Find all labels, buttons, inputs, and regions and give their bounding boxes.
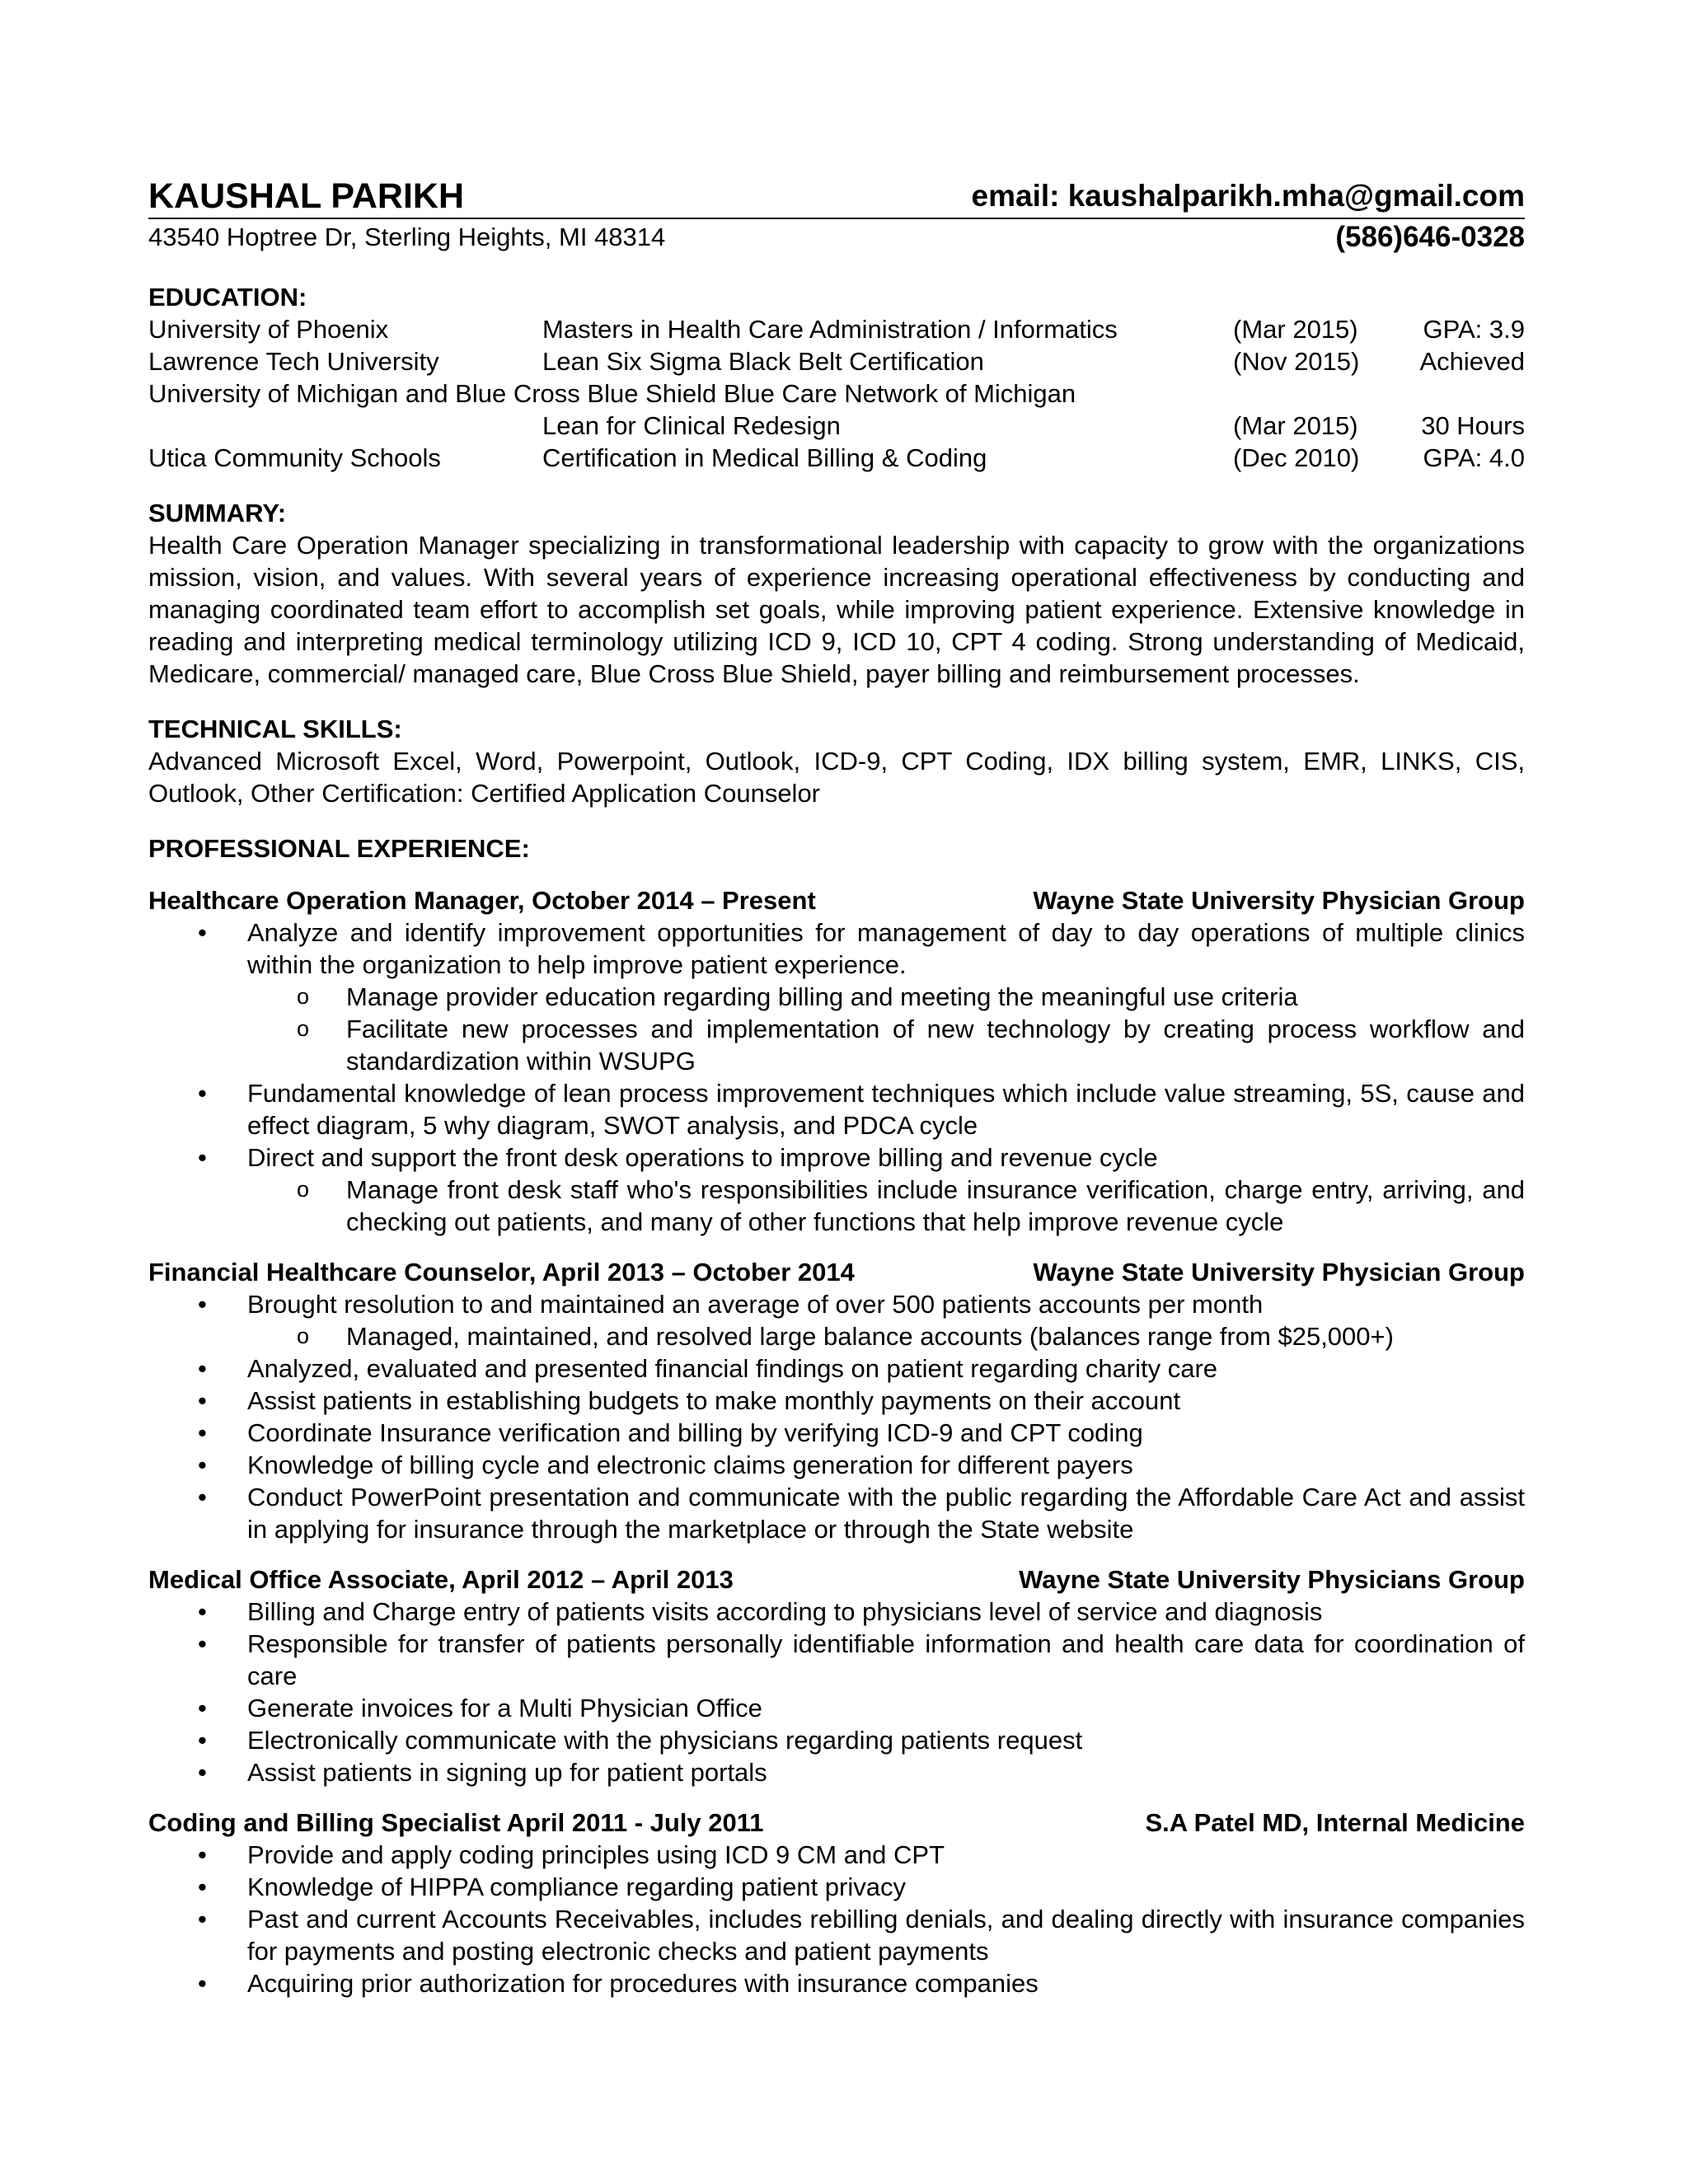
job-title: Healthcare Operation Manager, October 2014 – Present — [148, 886, 816, 915]
sub-bullets — [247, 1320, 1525, 1352]
sub-bullet-item: o Manage front desk staff who's responsibilities include insurance verification, charge entry, arriving, and checking out patients, and many of other functions that help improve revenue cycle — [148, 1174, 1525, 1238]
education-institution: Utica Community Schools — [148, 443, 441, 472]
skills-heading: TECHNICAL SKILLS: — [148, 715, 402, 743]
bullet-text: Fundamental knowledge of lean process improvement techniques which include value streaming, 5S, cause and effect diagram, 5 why diagram, SWOT analysis, and PDCA cycle — [247, 1079, 1525, 1140]
job-employer: Wayne State University Physician Group — [1033, 1258, 1525, 1286]
phone-number: (586)646-0328 — [1335, 221, 1525, 253]
bullet-text: Generate invoices for a Multi Physician Office — [247, 1694, 762, 1722]
job-header — [148, 1807, 1525, 1839]
job-bullets — [148, 1288, 1525, 1545]
job-bullets — [148, 916, 1525, 1238]
job-header — [148, 1563, 1525, 1596]
bullet-item — [148, 1481, 1525, 1545]
education-result: 30 Hours — [1421, 411, 1525, 440]
sub-bullets — [247, 981, 1525, 1077]
education-institution: University of Phoenix — [148, 315, 389, 344]
sub-bullets — [247, 1174, 1525, 1238]
bullet-text: Assist patients in signing up for patient portals — [247, 1758, 767, 1787]
bullet-item — [148, 1903, 1525, 1967]
job-entry — [148, 884, 1525, 1238]
bullet-item — [148, 1871, 1525, 1903]
education-result: GPA: 4.0 — [1423, 443, 1525, 472]
job-employer: S.A Patel MD, Internal Medicine — [1145, 1808, 1525, 1837]
bullet-item — [148, 1449, 1525, 1481]
job-bullets — [148, 1839, 1525, 1999]
education-row — [148, 345, 1525, 377]
sub-bullet-item: o Facilitate new processes and implementation of new technology by creating process workflow and standardization within WSUPG — [148, 1013, 1525, 1077]
education-list — [148, 313, 1525, 474]
job-bullets — [148, 1596, 1525, 1788]
experience-heading: PROFESSIONAL EXPERIENCE: — [148, 834, 530, 863]
bullet-item — [148, 1077, 1525, 1141]
summary-text: Health Care Operation Manager specializing in transformational leadership with capacity to grow with the organizations mission, vision, and values. With several years of experience increasing operational effectiveness by conducting and managing coordinated team effort to accomplish set goals, while improving patient experience. Extensive knowledge in reading and interpreting medical terminology utilizing ICD 9, ICD 10, CPT 4 coding. Strong understanding of Medicaid, Medicare, commercial/ managed care, Blue Cross Blue Shield, payer billing and reimbursement processes. — [148, 531, 1525, 688]
bullet-item — [148, 1839, 1525, 1871]
education-program: Lean Six Sigma Black Belt Certification — [542, 347, 984, 376]
education-heading: EDUCATION: — [148, 283, 307, 312]
education-institution: Lawrence Tech University — [148, 347, 439, 376]
education-program: Certification in Medical Billing & Coding — [542, 443, 987, 472]
job-employer: Wayne State University Physician Group — [1033, 886, 1525, 915]
bullet-item — [148, 1724, 1525, 1756]
resume-content — [148, 175, 1525, 1999]
education-date: (Mar 2015) — [1233, 315, 1358, 344]
email-address: email: kaushalparikh.mha@gmail.com — [971, 179, 1525, 213]
bullet-text: Analyzed, evaluated and presented financial findings on patient regarding charity care — [247, 1354, 1218, 1383]
sub-bullet-item: o Managed, maintained, and resolved large balance accounts (balances range from $25,000+) — [148, 1320, 1525, 1352]
job-entry — [148, 1256, 1525, 1545]
bullet-text: Acquiring prior authorization for procedures with insurance companies — [247, 1969, 1039, 1998]
header-bottom — [148, 221, 1525, 253]
bullet-text: Direct and support the front desk operations to improve billing and revenue cycle — [247, 1143, 1158, 1172]
job-title: Financial Healthcare Counselor, April 2013 – October 2014 — [148, 1258, 855, 1286]
bullet-item — [148, 1417, 1525, 1449]
bullet-text: Past and current Accounts Receivables, includes rebilling denials, and dealing directly with insurance companies for payments and posting electronic checks and patient payments — [247, 1905, 1525, 1966]
job-entry — [148, 1563, 1525, 1788]
bullet-item — [148, 916, 1525, 1077]
job-employer: Wayne State University Physicians Group — [1019, 1565, 1525, 1594]
bullet-item — [148, 1352, 1525, 1385]
bullet-item — [148, 1756, 1525, 1788]
education-date: (Nov 2015) — [1233, 347, 1360, 376]
candidate-name: KAUSHAL PARIKH — [148, 176, 465, 216]
sub-bullet-item: o Manage provider education regarding billing and meeting the meaningful use criteria — [148, 981, 1525, 1013]
job-title: Coding and Billing Specialist April 2011 - July 2011 — [148, 1808, 764, 1837]
bullet-item — [148, 1628, 1525, 1692]
bullet-text: Responsible for transfer of patients personally identifiable information and health care data for coordination of care — [247, 1629, 1525, 1690]
bullet-item — [148, 1141, 1525, 1238]
bullet-text: Electronically communicate with the physicians regarding patients request — [247, 1726, 1083, 1755]
bullet-item — [148, 1967, 1525, 1999]
bullet-text: Brought resolution to and maintained an average of over 500 patients accounts per month — [247, 1290, 1264, 1319]
job-entry — [148, 1807, 1525, 1999]
education-result: GPA: 3.9 — [1423, 315, 1525, 344]
bullet-text: Knowledge of billing cycle and electronic claims generation for different payers — [247, 1451, 1133, 1479]
bullet-item — [148, 1596, 1525, 1628]
summary-heading: SUMMARY: — [148, 499, 287, 527]
bullet-item — [148, 1385, 1525, 1417]
bullet-text: Assist patients in establishing budgets to make monthly payments on their account — [247, 1386, 1181, 1415]
bullet-text: Analyze and identify improvement opportunities for management of day to day operations of multiple clinics within the organization to help improve patient experience. — [247, 918, 1525, 979]
bullet-item — [148, 1692, 1525, 1724]
job-title: Medical Office Associate, April 2012 – April 2013 — [148, 1565, 734, 1594]
bullet-text: Coordinate Insurance verification and billing by verifying ICD-9 and CPT coding — [247, 1418, 1143, 1447]
skills-text: Advanced Microsoft Excel, Word, Powerpoint, Outlook, ICD-9, CPT Coding, IDX billing system, EMR, LINKS, CIS, Outlook, Other Certification: Certified Application Counselor — [148, 747, 1525, 808]
job-header — [148, 1256, 1525, 1288]
education-row — [148, 410, 1525, 442]
education-program: Lean for Clinical Redesign — [542, 411, 841, 440]
education-date: (Dec 2010) — [1233, 443, 1360, 472]
bullet-text: Billing and Charge entry of patients visits according to physicians level of service and diagnosis — [247, 1597, 1323, 1626]
bullet-text: Knowledge of HIPPA compliance regarding patient privacy — [247, 1872, 906, 1901]
education-institution — [148, 410, 542, 442]
education-row: University of Michigan and Blue Cross Blue Shield Blue Care Network of Michigan — [148, 379, 1076, 408]
education-row — [148, 313, 1525, 345]
bullet-text: Provide and apply coding principles using ICD 9 CM and CPT — [247, 1840, 945, 1869]
street-address: 43540 Hoptree Dr, Sterling Heights, MI 48314 — [148, 223, 666, 251]
experience-list — [148, 884, 1525, 1999]
bullet-item — [148, 1288, 1525, 1352]
bullet-text: Conduct PowerPoint presentation and communicate with the public regarding the Affordable Care Act and assist in applying for insurance through the marketplace or through the State website — [247, 1483, 1525, 1544]
header-top — [148, 175, 1525, 219]
education-row — [148, 442, 1525, 474]
education-program: Masters in Health Care Administration / Informatics — [542, 315, 1118, 344]
education-result: Achieved — [1419, 347, 1525, 376]
job-header — [148, 884, 1525, 916]
education-date: (Mar 2015) — [1233, 411, 1358, 440]
